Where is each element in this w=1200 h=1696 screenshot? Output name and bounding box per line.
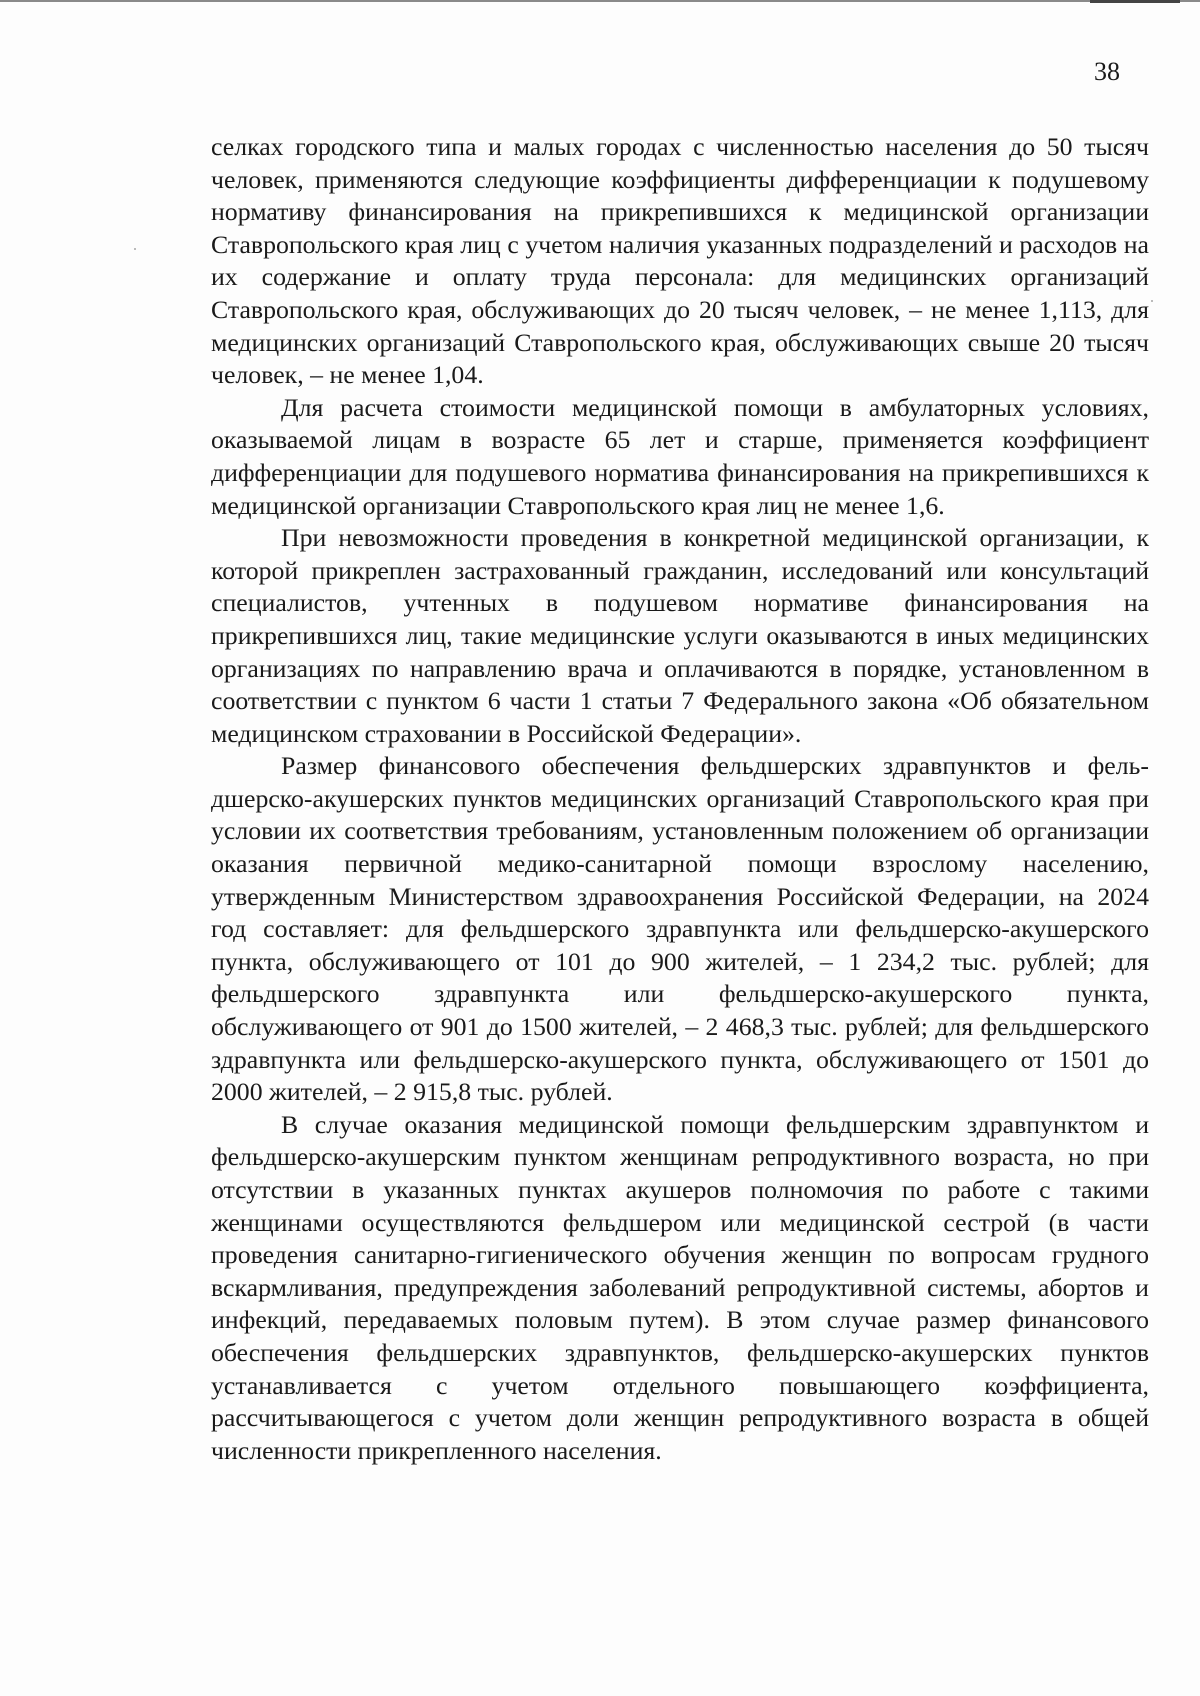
page-number: 38 <box>1094 57 1120 86</box>
paragraph: В случае оказания медицинской помощи фельдшерским здравпунктом и фельдшерско-акушерским пунктом женщинам репродуктивного возраста, но при отсутствии в указанных пунктах акушеров полномочия по работе с такими женщинами осуществляются фельдшером или медицинской сестрой (в части проведения санитарно-гигиенического обучения женщин по вопросам грудного вскармливания, предупреждения заболеваний репродуктивной системы, абортов и инфекций, передаваемых половым путем). В этом случае размер финансового обеспечения фельдшерских здравпунктов, фельдшерско-акушерских пунктов устанавливается с учетом отдельного повышающего коэффициента, рассчитывающегося с учетом доли женщин репродуктивного возраста в общей численности прикрепленного населения. <box>211 1109 1149 1465</box>
document-body <box>211 131 1149 1467</box>
top-edge-mark <box>1090 0 1180 3</box>
paragraph: При невозможности проведения в конкретной медицинской организации, к которой прикреплен застрахованный гражданин, исследований или консультаций специалистов, учтенных в подушевом нормативе финансирования на прикрепившихся лиц, такие медицинские услуги оказываются в иных медицинских организациях по направлению врача и оплачиваются в порядке, установленном в соответствии с пунктом 6 части 1 статьи 7 Федерального закона «Об обязательном медицинском страховании в Российской Федерации». <box>211 523 1149 748</box>
paragraph: Размер финансового обеспечения фельдшерских здравпунктов и фельдшерско-акушерских пунктов медицинских организаций Ставропольского края при условии их соответствия требованиям, установленным положением об организации оказания первичной медико-санитарной помощи взрослому населению, утвержденным Министерством здравоохранения Российской Федерации, на 2024 год составляет: для фельдшерского здравпункта или фельдшерско-акушерского пункта, обслуживающего от 101 до 900 жителей, – 1 234,2 тыс. рублей; для фельдшерского здравпункта или фельдшерско-акушерского пункта, обслуживающего от 901 до 1500 жителей, – 2 468,3 тыс. рублей; для фельдшерского здравпункта или фельдшерско-акушерского пункта, обслуживающего от 1501 до 2000 жителей, – 2 915,8 тыс. рублей. <box>211 751 1149 1107</box>
paragraph: Для расчета стоимости медицинской помощи в амбулаторных условиях, оказываемой лицам в возрасте 65 лет и старше, применяется коэффициент дифференциации для подушевого норматива финансирования на прикрепившихся к медицинской организации Ставропольского края лиц не менее 1,6. <box>211 392 1149 520</box>
scan-artifact <box>134 248 136 250</box>
scan-artifact <box>1151 300 1153 302</box>
paragraph: селках городского типа и малых городах с численностью населения до 50 тысяч человек, применяются следующие коэффициенты дифференциации к подушевому нормативу финансирования на прикрепившихся к медицинской организации Ставропольского края лиц с учетом наличия указанных подразделений и расходов на их содержание и оплату труда персонала: для медицинских организаций Ставропольского края, обслуживающих до 20 тысяч человек, – не менее 1,113, для медицинских организаций Ставропольского края, обслуживающих свыше 20 тысяч человек, – не менее 1,04. <box>211 132 1149 390</box>
top-edge-rule <box>0 0 1200 2</box>
